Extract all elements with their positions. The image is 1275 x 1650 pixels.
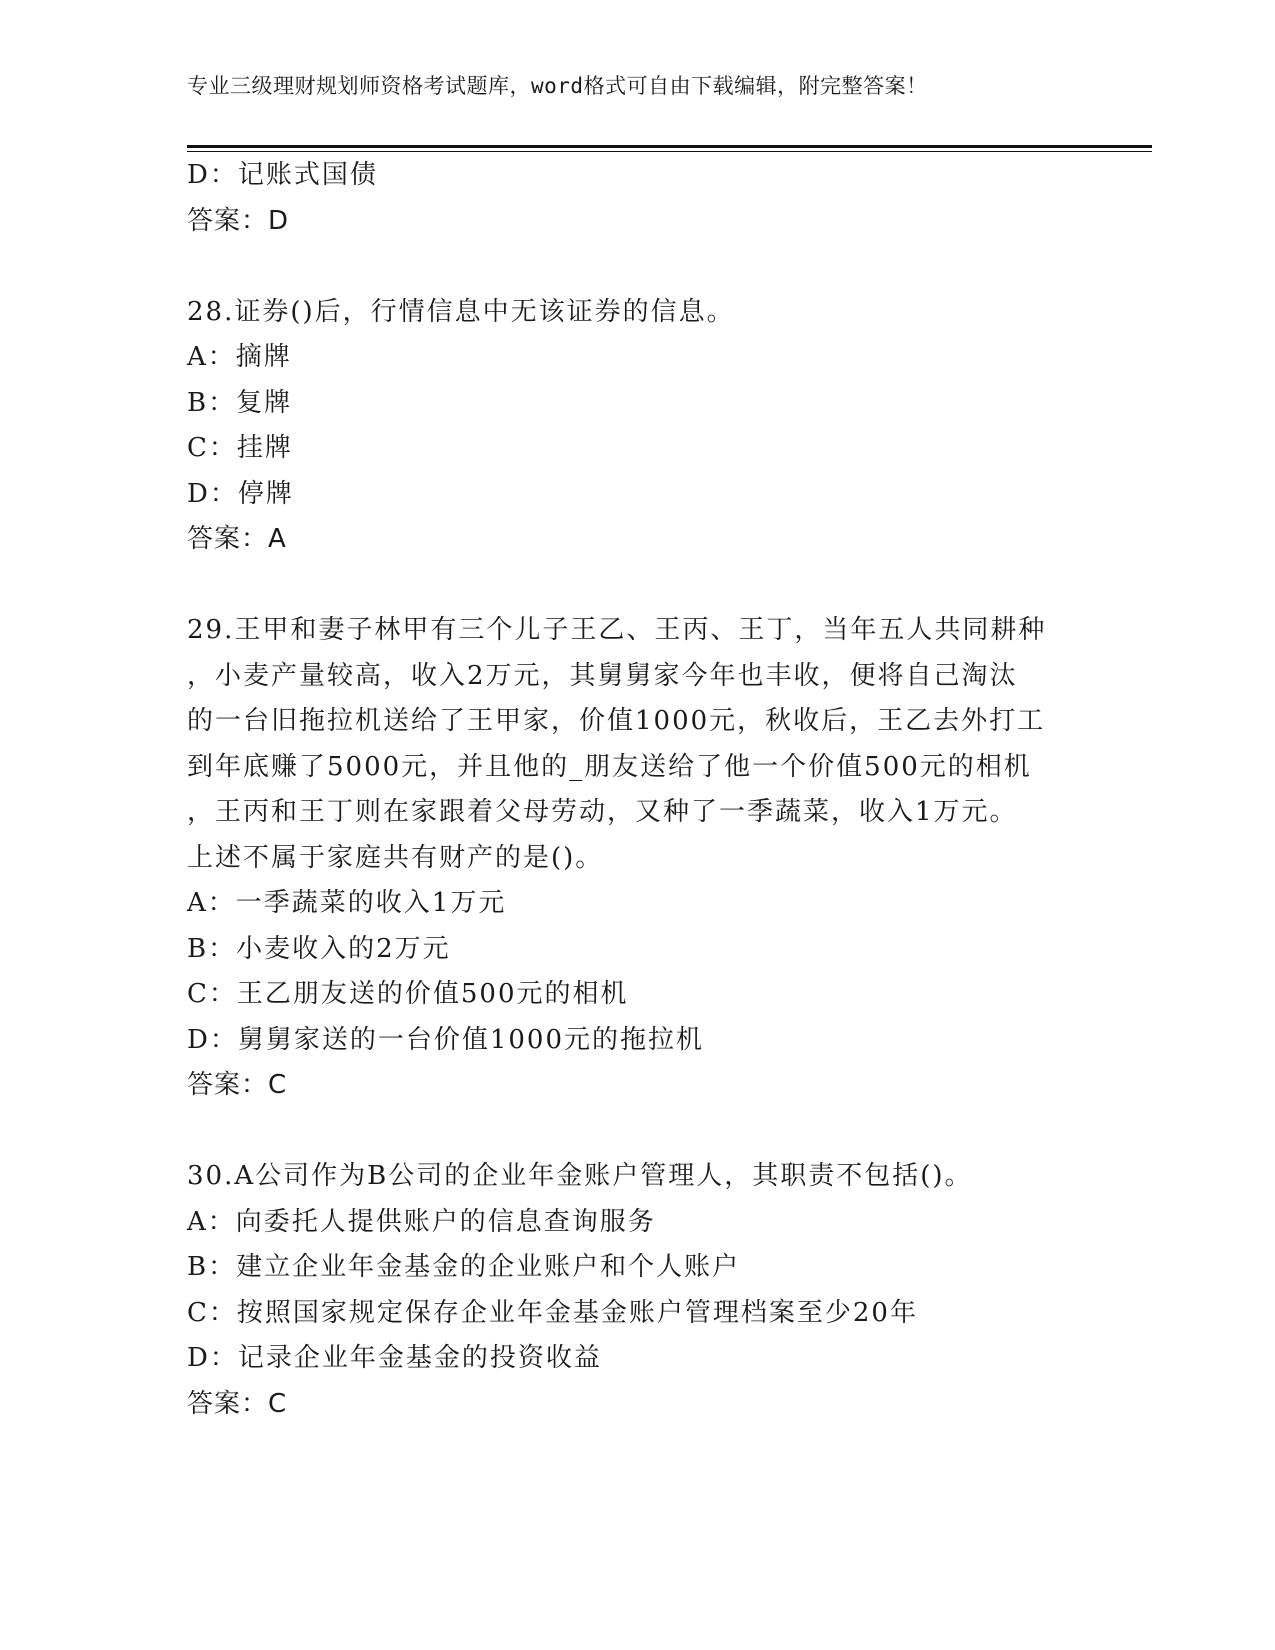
spacer xyxy=(187,1109,1087,1155)
question-stem: 上述不属于家庭共有财产的是()。 xyxy=(187,842,604,873)
question-stem: 28.证券()后，行情信息中无该证券的信息。 xyxy=(187,296,735,327)
header-rule-thin xyxy=(187,151,1152,152)
question-29 xyxy=(187,608,1087,1109)
option-c: C：按照国家规定保存企业年金基金账户管理档案至少20年 xyxy=(187,1297,918,1328)
option-d: D：舅舅家送的一台价值1000元的拖拉机 xyxy=(187,1024,705,1055)
question-30 xyxy=(187,1154,1087,1427)
option-a: A：向委托人提供账户的信息查询服务 xyxy=(187,1206,656,1237)
answer-line: 答案：C xyxy=(187,1388,288,1419)
answer-line: 答案：D xyxy=(187,205,290,236)
option-c: C：挂牌 xyxy=(187,433,293,463)
option-d: D：停牌 xyxy=(187,478,294,509)
question-28 xyxy=(187,290,1087,563)
spacer xyxy=(187,244,1087,290)
header-rule-thick xyxy=(187,145,1152,148)
option-a: A：摘牌 xyxy=(187,342,292,372)
option-d: D：记录企业年金基金的投资收益 xyxy=(187,1343,602,1373)
option-d: D：记账式国债 xyxy=(187,160,378,190)
question-stem: 到年底赚了5000元，并且他的_朋友送给了他一个价值500元的相机 xyxy=(187,751,1032,782)
option-b: B：复牌 xyxy=(187,387,293,418)
question-stem: ，小麦产量较高，收入2万元，其舅舅家今年也丰收，便将自己淘汰 xyxy=(187,660,1018,691)
question-content xyxy=(187,153,1087,1427)
question-stem: 29.王甲和妻子林甲有三个儿子王乙、王丙、王丁，当年五人共同耕种 xyxy=(187,615,1047,645)
option-b: B：建立企业年金基金的企业账户和个人账户 xyxy=(187,1252,741,1282)
option-c: C：王乙朋友送的价值500元的相机 xyxy=(187,979,629,1009)
question-stem: 30.A公司作为B公司的企业年金账户管理人，其职责不包括()。 xyxy=(187,1161,973,1191)
option-b: B：小麦收入的2万元 xyxy=(187,933,451,964)
question-stem: 的一台旧拖拉机送给了王甲家，价值1000元，秋收后，王乙去外打工 xyxy=(187,706,1046,736)
document-header: 专业三级理财规划师资格考试题库，word格式可自由下载编辑，附完整答案！ xyxy=(187,74,928,98)
answer-line: 答案：C xyxy=(187,1070,288,1100)
question-stem: ，王丙和王丁则在家跟着父母劳动，又种了一季蔬菜，收入1万元。 xyxy=(187,797,1018,827)
option-a: A：一季蔬菜的收入1万元 xyxy=(187,888,507,918)
spacer xyxy=(187,563,1087,609)
answer-line: 答案：A xyxy=(187,524,287,554)
